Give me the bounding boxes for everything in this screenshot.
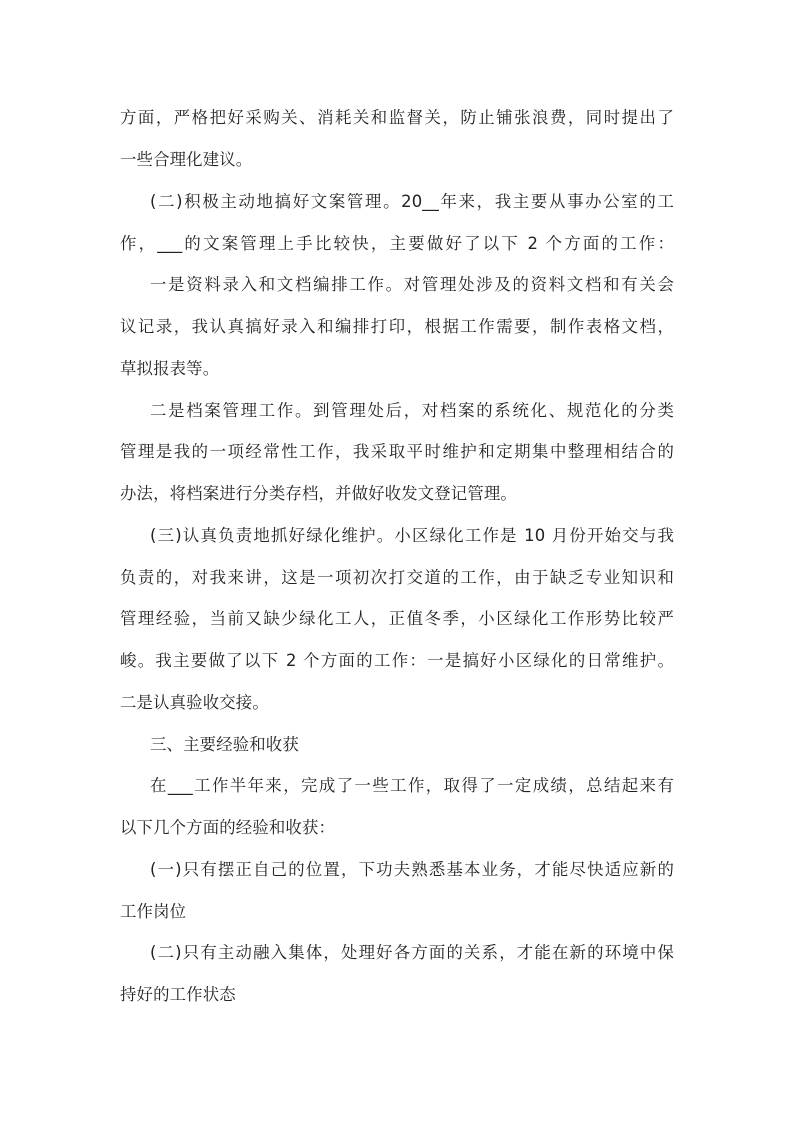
text-line: 二是认真验收交接。 [120,693,269,712]
text-line: 一些合理化建议。 [120,150,253,169]
text-line: 峻。我主要做了以下 2 个方面的工作：一是搞好小区绿化的日常维护。 [120,651,674,670]
text-line: (一)只有摆正自己的位置，下功夫熟悉基本业务，才能尽快适应新的 [150,860,674,879]
text-line: (三)认真负责地抓好绿化维护。小区绿化工作是 10 月份开始交与我 [150,526,674,545]
text-line: 以下几个方面的经验和收获： [120,818,336,837]
text-line: 持好的工作状态 [120,985,236,1004]
text-line: 议记录，我认真搞好录入和编排打印，根据工作需要，制作表格文档， [120,317,674,336]
text-line: 负责的，对我来讲，这是一项初次打交道的工作，由于缺乏专业知识和 [120,568,674,587]
text-line: 作，___的文案管理上手比较快，主要做好了以下 2 个方面的工作： [120,234,674,253]
text-line: 管理经验，当前又缺少绿化工人，正值冬季，小区绿化工作形势比较严 [120,609,674,628]
text-line: (二)积极主动地搞好文案管理。20__年来，我主要从事办公室的工 [150,192,674,211]
text-line: 管理是我的一项经常性工作，我采取平时维护和定期集中整理相结合的 [120,442,674,461]
text-line: 草拟报表等。 [120,359,220,378]
text-line: 二是档案管理工作。到管理处后，对档案的系统化、规范化的分类 [150,401,674,420]
section-heading: 三、主要经验和收获 [150,735,299,754]
text-line: 在___工作半年来，完成了一些工作，取得了一定成绩，总结起来有 [150,776,674,795]
text-line: 一是资料录入和文档编排工作。对管理处涉及的资料文档和有关会 [150,275,674,294]
text-line: 方面，严格把好采购关、消耗关和监督关，防止铺张浪费，同时提出了 [120,108,674,127]
text-line: (二)只有主动融入集体，处理好各方面的关系，才能在新的环境中保 [150,943,674,962]
text-line: 工作岗位 [120,902,187,921]
text-line: 办法，将档案进行分类存档，并做好收发文登记管理。 [120,484,517,503]
